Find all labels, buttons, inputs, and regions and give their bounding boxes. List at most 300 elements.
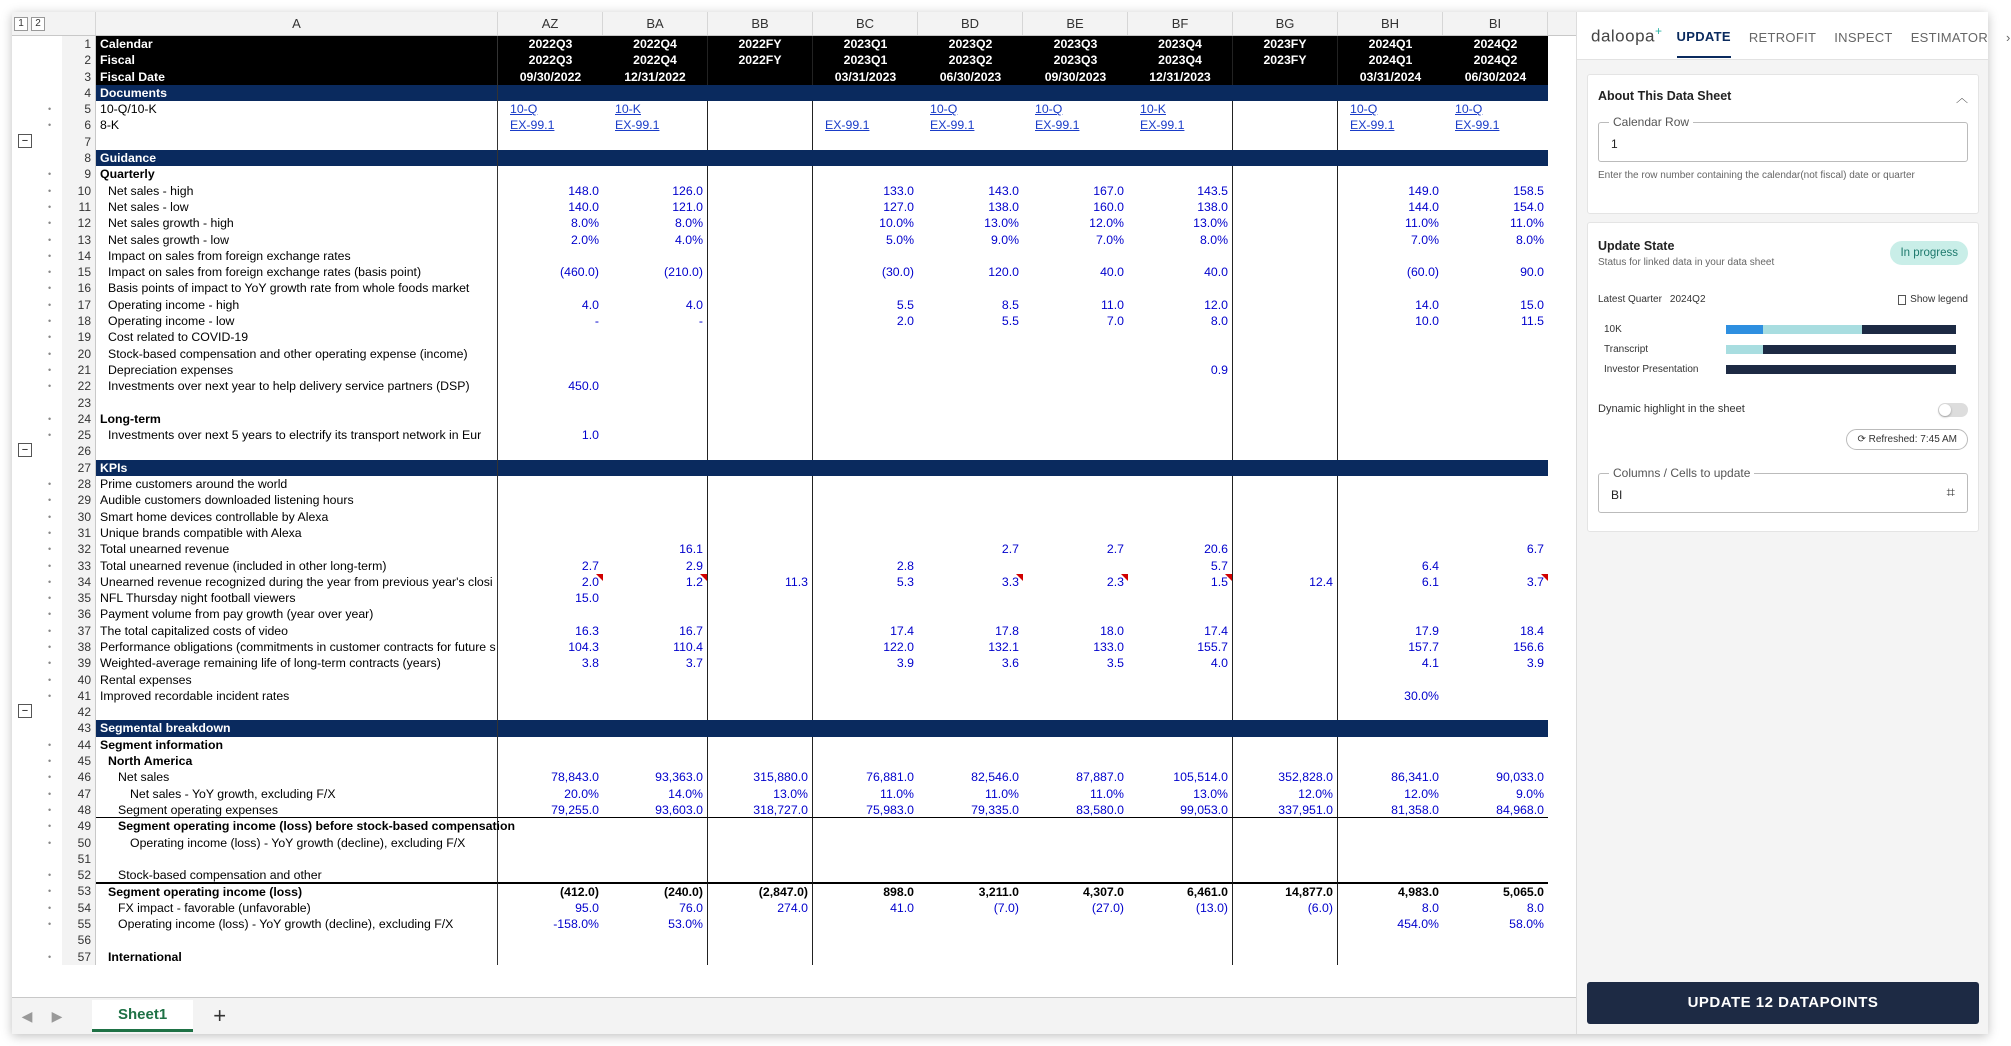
value-cell[interactable]: 315,880.0 xyxy=(708,769,813,785)
value-cell[interactable] xyxy=(813,378,918,394)
value-cell[interactable] xyxy=(708,623,813,639)
row-number[interactable]: 16 xyxy=(62,280,96,296)
value-cell[interactable]: 99,053.0 xyxy=(1128,802,1233,818)
value-cell[interactable] xyxy=(1128,378,1233,394)
value-cell[interactable] xyxy=(1233,329,1338,345)
value-cell[interactable] xyxy=(1443,166,1548,182)
value-cell[interactable]: 2022Q4 xyxy=(603,52,708,68)
column-header-az[interactable]: AZ xyxy=(498,12,603,35)
value-cell[interactable] xyxy=(498,737,603,753)
value-cell[interactable] xyxy=(1128,672,1233,688)
value-cell[interactable] xyxy=(1338,835,1443,851)
value-cell[interactable] xyxy=(1443,704,1548,720)
value-cell[interactable]: (27.0) xyxy=(1091,900,1124,915)
value-cell[interactable]: 2022Q4 xyxy=(603,36,708,52)
value-cell[interactable] xyxy=(603,280,708,296)
value-cell[interactable] xyxy=(498,134,603,150)
value-cell[interactable] xyxy=(1023,166,1128,182)
value-cell[interactable] xyxy=(603,395,708,411)
value-cell[interactable] xyxy=(1128,443,1233,459)
value-cell[interactable] xyxy=(1023,672,1128,688)
value-cell[interactable]: 2024Q2 xyxy=(1443,52,1548,68)
value-cell[interactable]: 13.0% xyxy=(984,216,1019,231)
value-cell[interactable] xyxy=(603,672,708,688)
column-header-ba[interactable]: BA xyxy=(603,12,708,35)
filing-link[interactable]: EX-99.1 xyxy=(1350,118,1395,133)
value-cell[interactable] xyxy=(1023,85,1128,101)
add-sheet-button[interactable]: + xyxy=(213,1003,227,1028)
value-cell[interactable] xyxy=(1338,851,1443,867)
value-cell[interactable] xyxy=(603,688,708,704)
value-cell[interactable] xyxy=(813,476,918,492)
value-cell[interactable] xyxy=(1233,280,1338,296)
value-cell[interactable] xyxy=(918,737,1023,753)
row-label-cell[interactable]: Unearned revenue recognized during the year from previous year's closi xyxy=(96,574,498,590)
value-cell[interactable]: 12.4 xyxy=(1233,574,1338,590)
row-number[interactable]: 5 xyxy=(62,101,96,117)
value-cell[interactable] xyxy=(1233,509,1338,525)
value-cell[interactable] xyxy=(498,688,603,704)
value-cell[interactable] xyxy=(708,183,813,199)
value-cell[interactable]: 3.3 xyxy=(918,574,1023,590)
row-number[interactable]: 41 xyxy=(62,688,96,704)
value-cell[interactable]: 15.0 xyxy=(1520,297,1544,312)
value-cell[interactable] xyxy=(1443,134,1548,150)
value-cell[interactable]: 83,580.0 xyxy=(1023,802,1128,818)
value-cell[interactable]: 4.1 xyxy=(1421,656,1439,671)
value-cell[interactable] xyxy=(1128,704,1233,720)
value-cell[interactable] xyxy=(813,329,918,345)
row-label-cell[interactable]: Fiscal Date xyxy=(96,69,498,85)
value-cell[interactable] xyxy=(813,411,918,427)
value-cell[interactable]: 14.0 xyxy=(1415,297,1439,312)
value-cell[interactable] xyxy=(1233,476,1338,492)
value-cell[interactable] xyxy=(708,720,813,736)
value-cell[interactable] xyxy=(498,280,603,296)
row-number[interactable]: 47 xyxy=(62,786,96,802)
value-cell[interactable]: (30.0) xyxy=(881,265,914,280)
value-cell[interactable] xyxy=(1023,476,1128,492)
value-cell[interactable] xyxy=(603,443,708,459)
value-cell[interactable]: 12.0% xyxy=(1089,216,1124,231)
value-cell[interactable]: 17.4 xyxy=(890,623,914,638)
row-number[interactable]: 24 xyxy=(62,411,96,427)
row-label-cell[interactable]: International xyxy=(96,949,498,965)
value-cell[interactable] xyxy=(1023,916,1128,932)
value-cell[interactable]: 11.0% xyxy=(1405,216,1439,231)
show-legend-button[interactable]: Show legend xyxy=(1898,294,1968,305)
row-label-cell[interactable]: Depreciation expenses xyxy=(96,362,498,378)
row-label-cell[interactable]: Prime customers around the world xyxy=(96,476,498,492)
value-cell[interactable]: 84,968.0 xyxy=(1443,802,1548,818)
value-cell[interactable] xyxy=(498,672,603,688)
value-cell[interactable] xyxy=(813,867,918,883)
value-cell[interactable]: 90,033.0 xyxy=(1496,770,1544,785)
row-label-cell[interactable]: Operating income (loss) - YoY growth (decline), excluding F/X xyxy=(96,835,498,851)
value-cell[interactable] xyxy=(1128,932,1233,948)
value-cell[interactable] xyxy=(918,606,1023,622)
value-cell[interactable] xyxy=(1128,346,1233,362)
value-cell[interactable]: 2022Q3 xyxy=(498,52,603,68)
value-cell[interactable]: 93,363.0 xyxy=(603,769,708,785)
row-label-cell[interactable]: Investments over next 5 years to electrify its transport network in Eur xyxy=(96,427,498,443)
column-header-bg[interactable]: BG xyxy=(1233,12,1338,35)
value-cell[interactable] xyxy=(813,916,918,932)
value-cell[interactable] xyxy=(813,851,918,867)
value-cell[interactable]: 7.0% xyxy=(1410,232,1439,247)
value-cell[interactable] xyxy=(1023,329,1128,345)
value-cell[interactable]: 11.5 xyxy=(1520,314,1544,329)
value-cell[interactable] xyxy=(1338,509,1443,525)
value-cell[interactable]: 12.0 xyxy=(1128,297,1233,313)
row-number[interactable]: 39 xyxy=(62,655,96,671)
value-cell[interactable] xyxy=(1338,329,1443,345)
value-cell[interactable] xyxy=(1128,916,1233,932)
value-cell[interactable] xyxy=(708,395,813,411)
value-cell[interactable]: 127.0 xyxy=(883,199,914,214)
value-cell[interactable]: 1.5 xyxy=(1128,574,1233,590)
value-cell[interactable] xyxy=(813,460,918,476)
value-cell[interactable]: 75,983.0 xyxy=(813,802,918,818)
value-cell[interactable] xyxy=(918,166,1023,182)
row-number[interactable]: 56 xyxy=(62,932,96,948)
value-cell[interactable] xyxy=(603,737,708,753)
row-label-cell[interactable]: Fiscal xyxy=(96,52,498,68)
row-number[interactable]: 27 xyxy=(62,460,96,476)
value-cell[interactable]: 105,514.0 xyxy=(1128,769,1233,785)
value-cell[interactable]: 1.0 xyxy=(581,428,599,443)
value-cell[interactable]: 4,983.0 xyxy=(1338,883,1443,899)
value-cell[interactable] xyxy=(708,949,813,965)
value-cell[interactable]: 8.0% xyxy=(603,215,708,231)
value-cell[interactable] xyxy=(1233,166,1338,182)
value-cell[interactable] xyxy=(708,688,813,704)
value-cell[interactable]: 15.0 xyxy=(575,591,599,606)
value-cell[interactable] xyxy=(1443,85,1548,101)
value-cell[interactable] xyxy=(1443,150,1548,166)
value-cell[interactable] xyxy=(813,443,918,459)
value-cell[interactable] xyxy=(708,639,813,655)
column-header-bd[interactable]: BD xyxy=(918,12,1023,35)
value-cell[interactable] xyxy=(1338,460,1443,476)
value-cell[interactable] xyxy=(1233,541,1338,557)
value-cell[interactable]: 10.0% xyxy=(879,216,914,231)
value-cell[interactable] xyxy=(1023,346,1128,362)
value-cell[interactable]: 5.3 xyxy=(896,574,914,589)
value-cell[interactable] xyxy=(603,851,708,867)
value-cell[interactable] xyxy=(813,606,918,622)
column-header-bb[interactable]: BB xyxy=(708,12,813,35)
value-cell[interactable]: 6.4 xyxy=(1421,558,1439,573)
row-number[interactable]: 55 xyxy=(62,916,96,932)
row-label-cell[interactable]: Net sales xyxy=(96,769,498,785)
row-number[interactable]: 45 xyxy=(62,753,96,769)
row-label-cell[interactable]: Impact on sales from foreign exchange rates (basis point) xyxy=(96,264,498,280)
value-cell[interactable]: 40.0 xyxy=(1100,265,1124,280)
value-cell[interactable] xyxy=(708,655,813,671)
value-cell[interactable] xyxy=(1128,818,1233,834)
value-cell[interactable] xyxy=(813,280,918,296)
value-cell[interactable] xyxy=(603,525,708,541)
row-label-cell[interactable]: Segment operating expenses xyxy=(96,802,498,818)
value-cell[interactable] xyxy=(708,492,813,508)
filing-link[interactable]: 10-K xyxy=(1128,101,1233,117)
value-cell[interactable]: 3.6 xyxy=(1001,656,1019,671)
value-cell[interactable] xyxy=(708,753,813,769)
value-cell[interactable]: 79,255.0 xyxy=(498,802,603,818)
value-cell[interactable] xyxy=(1338,395,1443,411)
value-cell[interactable] xyxy=(498,932,603,948)
row-label-cell[interactable]: Segment information xyxy=(96,737,498,753)
value-cell[interactable]: 16.7 xyxy=(603,623,708,639)
value-cell[interactable]: 81,358.0 xyxy=(1338,802,1443,818)
value-cell[interactable] xyxy=(1233,427,1338,443)
row-number[interactable]: 31 xyxy=(62,525,96,541)
value-cell[interactable] xyxy=(603,704,708,720)
value-cell[interactable] xyxy=(1443,867,1548,883)
sheet-tab-sheet1[interactable]: Sheet1 xyxy=(92,1000,193,1032)
chevron-up-icon[interactable]: ︿ xyxy=(1955,91,1968,105)
value-cell[interactable]: 144.0 xyxy=(1408,199,1439,214)
value-cell[interactable] xyxy=(918,460,1023,476)
row-number[interactable]: 8 xyxy=(62,150,96,166)
value-cell[interactable] xyxy=(1233,134,1338,150)
value-cell[interactable]: 93,603.0 xyxy=(603,802,708,818)
value-cell[interactable]: 82,546.0 xyxy=(971,770,1019,785)
value-cell[interactable] xyxy=(1128,476,1233,492)
row-number[interactable]: 38 xyxy=(62,639,96,655)
value-cell[interactable] xyxy=(603,720,708,736)
value-cell[interactable] xyxy=(1233,949,1338,965)
value-cell[interactable] xyxy=(603,932,708,948)
row-number[interactable]: 15 xyxy=(62,264,96,280)
value-cell[interactable] xyxy=(708,150,813,166)
value-cell[interactable] xyxy=(1338,427,1443,443)
value-cell[interactable]: 2.7 xyxy=(581,558,599,573)
value-cell[interactable]: 337,951.0 xyxy=(1233,802,1338,818)
row-number[interactable]: 35 xyxy=(62,590,96,606)
value-cell[interactable] xyxy=(708,329,813,345)
filing-link[interactable]: EX-99.1 xyxy=(1035,118,1080,133)
cells-to-update-value[interactable]: BI xyxy=(1611,488,1623,502)
value-cell[interactable]: 5.7 xyxy=(1128,558,1233,574)
value-cell[interactable]: 122.0 xyxy=(883,639,914,654)
row-label-cell[interactable]: Segment operating income (loss) xyxy=(96,883,498,899)
value-cell[interactable] xyxy=(1023,949,1128,965)
value-cell[interactable]: 76.0 xyxy=(603,900,708,916)
value-cell[interactable]: 6,461.0 xyxy=(1128,883,1233,899)
value-cell[interactable]: 11.0% xyxy=(985,786,1019,801)
value-cell[interactable] xyxy=(1023,492,1128,508)
value-cell[interactable]: 9.0% xyxy=(1515,786,1544,801)
value-cell[interactable]: 41.0 xyxy=(890,900,914,915)
value-cell[interactable] xyxy=(1023,867,1128,883)
value-cell[interactable]: 58.0% xyxy=(1509,917,1544,932)
value-cell[interactable] xyxy=(708,101,813,117)
value-cell[interactable] xyxy=(918,395,1023,411)
value-cell[interactable] xyxy=(1128,851,1233,867)
value-cell[interactable]: 20.6 xyxy=(1128,541,1233,557)
value-cell[interactable] xyxy=(708,264,813,280)
value-cell[interactable] xyxy=(1023,280,1128,296)
row-number[interactable]: 1 xyxy=(62,36,96,52)
value-cell[interactable] xyxy=(918,867,1023,883)
value-cell[interactable] xyxy=(1443,672,1548,688)
value-cell[interactable] xyxy=(918,346,1023,362)
row-number[interactable]: 21 xyxy=(62,362,96,378)
value-cell[interactable] xyxy=(708,297,813,313)
value-cell[interactable] xyxy=(1128,134,1233,150)
row-label-cell[interactable]: Stock-based compensation and other xyxy=(96,867,498,883)
value-cell[interactable] xyxy=(1233,737,1338,753)
value-cell[interactable] xyxy=(813,949,918,965)
value-cell[interactable]: 2023Q2 xyxy=(918,52,1023,68)
value-cell[interactable]: 274.0 xyxy=(708,900,813,916)
value-cell[interactable] xyxy=(498,753,603,769)
value-cell[interactable] xyxy=(1233,492,1338,508)
row-number[interactable]: 52 xyxy=(62,867,96,883)
value-cell[interactable] xyxy=(603,362,708,378)
row-number[interactable]: 25 xyxy=(62,427,96,443)
value-cell[interactable] xyxy=(1443,329,1548,345)
value-cell[interactable] xyxy=(1443,851,1548,867)
row-label-cell[interactable]: Net sales growth - high xyxy=(96,215,498,231)
value-cell[interactable] xyxy=(1338,280,1443,296)
value-cell[interactable] xyxy=(708,932,813,948)
value-cell[interactable] xyxy=(498,704,603,720)
value-cell[interactable]: 3.7 xyxy=(603,655,708,671)
value-cell[interactable]: 104.3 xyxy=(568,639,599,654)
filing-link[interactable]: 10-K xyxy=(603,101,708,117)
filing-link[interactable]: EX-99.1 xyxy=(1128,117,1233,133)
value-cell[interactable]: 13.0% xyxy=(1128,786,1233,802)
row-label-cell[interactable]: KPIs xyxy=(96,460,498,476)
row-number[interactable]: 6 xyxy=(62,117,96,133)
value-cell[interactable] xyxy=(1128,85,1233,101)
value-cell[interactable]: 2022FY xyxy=(708,52,813,68)
value-cell[interactable] xyxy=(1338,606,1443,622)
value-cell[interactable] xyxy=(708,427,813,443)
value-cell[interactable] xyxy=(498,150,603,166)
value-cell[interactable] xyxy=(1128,460,1233,476)
filing-link[interactable]: EX-99.1 xyxy=(930,118,975,133)
value-cell[interactable] xyxy=(1338,672,1443,688)
value-cell[interactable] xyxy=(1338,720,1443,736)
value-cell[interactable] xyxy=(498,525,603,541)
value-cell[interactable] xyxy=(1233,835,1338,851)
row-number[interactable]: 44 xyxy=(62,737,96,753)
value-cell[interactable] xyxy=(1023,851,1128,867)
filing-link[interactable]: 10-Q xyxy=(510,102,538,117)
value-cell[interactable]: 17.9 xyxy=(1415,623,1439,638)
value-cell[interactable]: (7.0) xyxy=(993,900,1019,915)
value-cell[interactable] xyxy=(498,867,603,883)
value-cell[interactable] xyxy=(498,248,603,264)
value-cell[interactable] xyxy=(498,166,603,182)
value-cell[interactable] xyxy=(1128,753,1233,769)
value-cell[interactable] xyxy=(708,525,813,541)
row-label-cell[interactable]: Cost related to COVID-19 xyxy=(96,329,498,345)
value-cell[interactable] xyxy=(1128,688,1233,704)
value-cell[interactable]: 4.0 xyxy=(581,297,599,312)
value-cell[interactable]: 06/30/2023 xyxy=(918,69,1023,85)
value-cell[interactable]: 155.7 xyxy=(1128,639,1233,655)
value-cell[interactable]: 16.1 xyxy=(603,541,708,557)
value-cell[interactable] xyxy=(918,558,1023,574)
value-cell[interactable]: 18.0 xyxy=(1100,623,1124,638)
value-cell[interactable] xyxy=(813,134,918,150)
value-cell[interactable]: 120.0 xyxy=(988,265,1019,280)
value-cell[interactable] xyxy=(813,590,918,606)
row-number[interactable]: 14 xyxy=(62,248,96,264)
value-cell[interactable]: 138.0 xyxy=(1128,199,1233,215)
value-cell[interactable] xyxy=(918,672,1023,688)
outline-level-2[interactable]: 2 xyxy=(31,17,45,31)
value-cell[interactable]: 2023Q4 xyxy=(1128,52,1233,68)
value-cell[interactable]: 2024Q2 xyxy=(1443,36,1548,52)
value-cell[interactable] xyxy=(918,916,1023,932)
row-label-cell[interactable]: Net sales - low xyxy=(96,199,498,215)
value-cell[interactable]: 4.0% xyxy=(603,232,708,248)
value-cell[interactable] xyxy=(498,492,603,508)
value-cell[interactable]: 2.3 xyxy=(1023,574,1128,590)
value-cell[interactable] xyxy=(1338,476,1443,492)
value-cell[interactable]: 10.0 xyxy=(1415,314,1439,329)
value-cell[interactable] xyxy=(918,818,1023,834)
value-cell[interactable] xyxy=(498,541,603,557)
value-cell[interactable]: 133.0 xyxy=(883,183,914,198)
value-cell[interactable] xyxy=(603,753,708,769)
value-cell[interactable] xyxy=(813,932,918,948)
value-cell[interactable] xyxy=(1443,378,1548,394)
row-label-cell[interactable]: FX impact - favorable (unfavorable) xyxy=(96,900,498,916)
value-cell[interactable] xyxy=(603,378,708,394)
value-cell[interactable]: 148.0 xyxy=(568,183,599,198)
value-cell[interactable] xyxy=(1443,427,1548,443)
filing-link[interactable]: EX-99.1 xyxy=(510,118,555,133)
value-cell[interactable] xyxy=(1233,704,1338,720)
value-cell[interactable] xyxy=(1023,688,1128,704)
value-cell[interactable] xyxy=(1443,558,1548,574)
value-cell[interactable] xyxy=(1023,590,1128,606)
value-cell[interactable] xyxy=(498,476,603,492)
value-cell[interactable]: 2022Q3 xyxy=(498,36,603,52)
value-cell[interactable] xyxy=(1338,704,1443,720)
value-cell[interactable] xyxy=(708,851,813,867)
value-cell[interactable] xyxy=(603,248,708,264)
value-cell[interactable] xyxy=(1443,346,1548,362)
value-cell[interactable] xyxy=(813,150,918,166)
value-cell[interactable] xyxy=(708,476,813,492)
value-cell[interactable] xyxy=(498,818,603,834)
value-cell[interactable] xyxy=(498,395,603,411)
value-cell[interactable]: 133.0 xyxy=(1093,639,1124,654)
value-cell[interactable] xyxy=(498,411,603,427)
value-cell[interactable] xyxy=(1023,720,1128,736)
value-cell[interactable] xyxy=(1443,411,1548,427)
value-cell[interactable] xyxy=(1023,704,1128,720)
value-cell[interactable] xyxy=(918,280,1023,296)
row-label-cell[interactable]: Payment volume from pay growth (year over year) xyxy=(96,606,498,622)
value-cell[interactable] xyxy=(708,346,813,362)
filing-link[interactable]: 10-Q xyxy=(930,102,958,117)
value-cell[interactable] xyxy=(1233,215,1338,231)
value-cell[interactable] xyxy=(498,835,603,851)
value-cell[interactable] xyxy=(708,313,813,329)
value-cell[interactable] xyxy=(1128,248,1233,264)
value-cell[interactable]: 18.4 xyxy=(1520,623,1544,638)
value-cell[interactable] xyxy=(1233,606,1338,622)
